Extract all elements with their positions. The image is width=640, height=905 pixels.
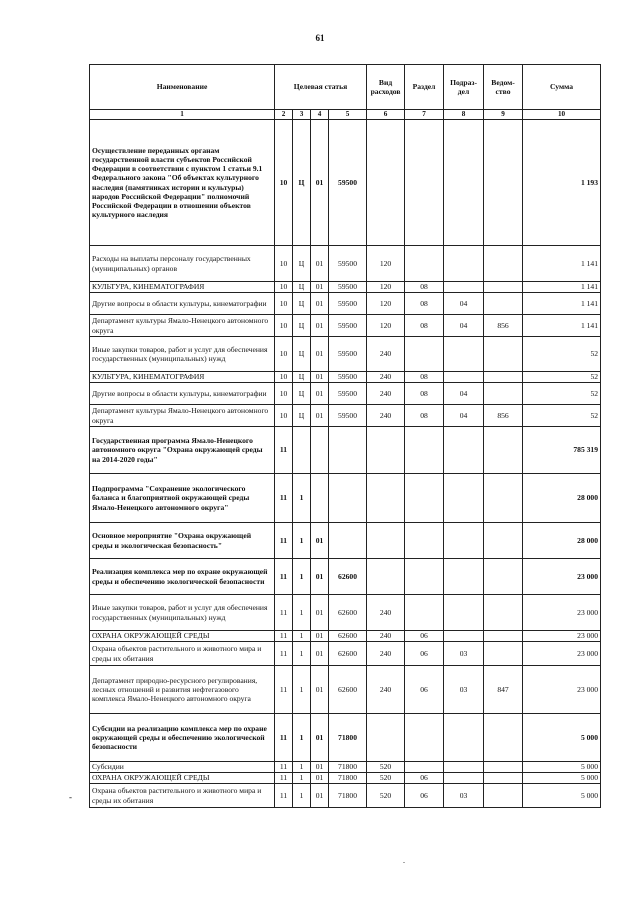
cell-department bbox=[484, 293, 523, 315]
cell-subsection bbox=[444, 372, 484, 383]
cell-expense-type bbox=[367, 120, 405, 246]
cell-article-2: Ц bbox=[293, 120, 311, 246]
cell-sum: 1 141 bbox=[523, 246, 601, 282]
cell-sum: 5 000 bbox=[523, 773, 601, 784]
cell-expense-type: 240 bbox=[367, 405, 405, 427]
cell-sum: 23 000 bbox=[523, 666, 601, 714]
row-name: Охрана объектов растительного и животного мира и среды их обитания bbox=[90, 642, 275, 666]
cell-article-4: 62600 bbox=[329, 595, 367, 631]
cell-sum: 785 319 bbox=[523, 427, 601, 474]
cell-expense-type bbox=[367, 559, 405, 595]
cell-article-1: 11 bbox=[275, 595, 293, 631]
row-name: Реализация комплекса мер по охране окружающей среды и обеспечению экологической безопасности bbox=[90, 559, 275, 595]
cell-article-4: 59500 bbox=[329, 383, 367, 405]
cell-section: 06 bbox=[405, 642, 444, 666]
cell-article-3: 01 bbox=[311, 773, 329, 784]
cell-department bbox=[484, 282, 523, 293]
cell-article-3: 01 bbox=[311, 282, 329, 293]
row-name: Департамент культуры Ямало-Ненецкого автономного округа bbox=[90, 315, 275, 337]
cell-section: 08 bbox=[405, 372, 444, 383]
cell-article-4: 59500 bbox=[329, 293, 367, 315]
header-sum: Сумма bbox=[523, 65, 601, 110]
cell-article-1: 10 bbox=[275, 372, 293, 383]
cell-article-3 bbox=[311, 474, 329, 523]
cell-article-2: 1 bbox=[293, 642, 311, 666]
cell-article-3: 01 bbox=[311, 762, 329, 773]
cell-subsection bbox=[444, 337, 484, 372]
cell-section bbox=[405, 474, 444, 523]
cell-sum: 1 141 bbox=[523, 293, 601, 315]
cell-article-4: 71800 bbox=[329, 714, 367, 762]
cell-article-4: 71800 bbox=[329, 773, 367, 784]
cell-section: 06 bbox=[405, 773, 444, 784]
cell-article-2: Ц bbox=[293, 315, 311, 337]
cell-article-1: 11 bbox=[275, 523, 293, 559]
cell-expense-type: 120 bbox=[367, 246, 405, 282]
cell-article-1: 10 bbox=[275, 383, 293, 405]
cell-article-4: 59500 bbox=[329, 282, 367, 293]
cell-article-3: 01 bbox=[311, 523, 329, 559]
cell-article-2: 1 bbox=[293, 714, 311, 762]
table-row bbox=[90, 405, 601, 427]
cell-article-4: 59500 bbox=[329, 337, 367, 372]
table-row bbox=[90, 337, 601, 372]
cell-article-1: 11 bbox=[275, 666, 293, 714]
header-name: Наименование bbox=[90, 65, 275, 110]
column-number: 6 bbox=[367, 110, 405, 120]
cell-sum: 52 bbox=[523, 405, 601, 427]
cell-subsection: 04 bbox=[444, 405, 484, 427]
cell-article-2: Ц bbox=[293, 282, 311, 293]
row-name: Другие вопросы в области культуры, кинематографии bbox=[90, 293, 275, 315]
cell-subsection: 04 bbox=[444, 315, 484, 337]
column-number-row bbox=[90, 110, 601, 120]
cell-subsection: 04 bbox=[444, 383, 484, 405]
row-name: Другие вопросы в области культуры, кинематографии bbox=[90, 383, 275, 405]
cell-article-1: 11 bbox=[275, 474, 293, 523]
row-name: Расходы на выплаты персоналу государственных (муниципальных) органов bbox=[90, 246, 275, 282]
cell-expense-type bbox=[367, 474, 405, 523]
cell-department bbox=[484, 246, 523, 282]
cell-article-3: 01 bbox=[311, 337, 329, 372]
cell-article-1: 11 bbox=[275, 631, 293, 642]
cell-subsection bbox=[444, 246, 484, 282]
cell-expense-type: 240 bbox=[367, 372, 405, 383]
cell-article-4: 71800 bbox=[329, 762, 367, 773]
row-name: Государственная программа Ямало-Ненецкого автономного округа "Охрана окружающей среды на 2014-2020 годы" bbox=[90, 427, 275, 474]
cell-department bbox=[484, 383, 523, 405]
cell-article-3: 01 bbox=[311, 595, 329, 631]
cell-expense-type: 120 bbox=[367, 282, 405, 293]
row-name: Субсидии на реализацию комплекса мер по охране окружающей среды и обеспечению экологической безопасности bbox=[90, 714, 275, 762]
cell-article-3: 01 bbox=[311, 315, 329, 337]
budget-table bbox=[89, 64, 601, 808]
cell-article-3 bbox=[311, 427, 329, 474]
cell-sum: 5 000 bbox=[523, 762, 601, 773]
stray-mark: - bbox=[69, 792, 72, 802]
cell-sum: 28 000 bbox=[523, 523, 601, 559]
header-expense-type: Вид расходов bbox=[367, 65, 405, 110]
cell-article-1: 10 bbox=[275, 293, 293, 315]
cell-article-2: Ц bbox=[293, 293, 311, 315]
row-name: Иные закупки товаров, работ и услуг для обеспечения государственных (муниципальных) нужд bbox=[90, 595, 275, 631]
cell-department bbox=[484, 372, 523, 383]
cell-article-4: 59500 bbox=[329, 372, 367, 383]
cell-sum: 1 141 bbox=[523, 282, 601, 293]
row-name: ОХРАНА ОКРУЖАЮЩЕЙ СРЕДЫ bbox=[90, 773, 275, 784]
page-number: 61 bbox=[315, 33, 325, 43]
cell-sum: 1 193 bbox=[523, 120, 601, 246]
cell-expense-type: 120 bbox=[367, 315, 405, 337]
cell-section: 08 bbox=[405, 383, 444, 405]
cell-expense-type: 240 bbox=[367, 595, 405, 631]
table-row bbox=[90, 120, 601, 246]
cell-sum: 52 bbox=[523, 337, 601, 372]
cell-article-1: 10 bbox=[275, 315, 293, 337]
cell-sum: 5 000 bbox=[523, 784, 601, 808]
cell-section: 06 bbox=[405, 666, 444, 714]
cell-sum: 23 000 bbox=[523, 559, 601, 595]
cell-article-4: 62600 bbox=[329, 666, 367, 714]
cell-section bbox=[405, 762, 444, 773]
cell-article-1: 11 bbox=[275, 773, 293, 784]
cell-article-4: 59500 bbox=[329, 120, 367, 246]
cell-article-1: 10 bbox=[275, 246, 293, 282]
cell-article-2: 1 bbox=[293, 559, 311, 595]
cell-subsection bbox=[444, 762, 484, 773]
cell-article-4: 59500 bbox=[329, 315, 367, 337]
cell-sum: 1 141 bbox=[523, 315, 601, 337]
cell-article-1: 10 bbox=[275, 337, 293, 372]
cell-subsection bbox=[444, 474, 484, 523]
cell-expense-type: 120 bbox=[367, 293, 405, 315]
column-number: 3 bbox=[293, 110, 311, 120]
table-row bbox=[90, 784, 601, 808]
cell-expense-type: 520 bbox=[367, 784, 405, 808]
table-row bbox=[90, 246, 601, 282]
column-number: 2 bbox=[275, 110, 293, 120]
cell-section: 06 bbox=[405, 784, 444, 808]
cell-article-4: 62600 bbox=[329, 642, 367, 666]
cell-expense-type: 240 bbox=[367, 642, 405, 666]
cell-subsection bbox=[444, 631, 484, 642]
cell-subsection: 03 bbox=[444, 642, 484, 666]
cell-article-4: 62600 bbox=[329, 631, 367, 642]
header-target-article: Целевая статья bbox=[275, 65, 367, 110]
row-name: Осуществление переданных органам государственной власти субъектов Российской Федерации в соответствии с пунктом 1 статьи 9.1 Федерального закона "Об объектах культурного наследия (памятниках истории и культуры) народов Российской Федерации" полномочий Российской Федерации в отношении объектов культурного наследия bbox=[90, 120, 275, 246]
cell-expense-type: 520 bbox=[367, 762, 405, 773]
cell-article-2: 1 bbox=[293, 631, 311, 642]
table-row bbox=[90, 523, 601, 559]
cell-article-2: Ц bbox=[293, 383, 311, 405]
cell-article-4: 59500 bbox=[329, 246, 367, 282]
cell-article-3: 01 bbox=[311, 631, 329, 642]
header-subsection: Подраз- дел bbox=[444, 65, 484, 110]
row-name: Субсидии bbox=[90, 762, 275, 773]
row-name: Подпрограмма "Сохранение экологического баланса и благоприятной окружающей среды Ямало-Ненецкого автономного округа" bbox=[90, 474, 275, 523]
cell-department bbox=[484, 120, 523, 246]
cell-article-3: 01 bbox=[311, 714, 329, 762]
table-row bbox=[90, 315, 601, 337]
cell-section bbox=[405, 427, 444, 474]
cell-department bbox=[484, 773, 523, 784]
cell-section bbox=[405, 246, 444, 282]
cell-article-1: 10 bbox=[275, 405, 293, 427]
cell-section bbox=[405, 714, 444, 762]
cell-article-3: 01 bbox=[311, 559, 329, 595]
row-name: Основное мероприятие "Охрана окружающей среды и экологическая безопасность" bbox=[90, 523, 275, 559]
cell-article-2: Ц bbox=[293, 246, 311, 282]
header-section: Раздел bbox=[405, 65, 444, 110]
stray-dot: . bbox=[403, 856, 405, 865]
row-name: КУЛЬТУРА, КИНЕМАТОГРАФИЯ bbox=[90, 282, 275, 293]
cell-subsection bbox=[444, 120, 484, 246]
cell-article-2: 1 bbox=[293, 784, 311, 808]
cell-subsection: 03 bbox=[444, 784, 484, 808]
cell-section: 08 bbox=[405, 293, 444, 315]
row-name: Иные закупки товаров, работ и услуг для обеспечения государственных (муниципальных) нужд bbox=[90, 337, 275, 372]
cell-article-4 bbox=[329, 523, 367, 559]
table-row bbox=[90, 631, 601, 642]
column-number: 5 bbox=[329, 110, 367, 120]
cell-expense-type: 240 bbox=[367, 631, 405, 642]
cell-article-4: 59500 bbox=[329, 405, 367, 427]
cell-expense-type: 240 bbox=[367, 383, 405, 405]
cell-subsection bbox=[444, 773, 484, 784]
cell-article-3: 01 bbox=[311, 642, 329, 666]
cell-sum: 23 000 bbox=[523, 595, 601, 631]
cell-subsection bbox=[444, 523, 484, 559]
table-row bbox=[90, 282, 601, 293]
cell-article-1: 10 bbox=[275, 120, 293, 246]
cell-expense-type bbox=[367, 523, 405, 559]
cell-expense-type: 240 bbox=[367, 666, 405, 714]
cell-article-3: 01 bbox=[311, 383, 329, 405]
cell-subsection: 04 bbox=[444, 293, 484, 315]
row-name: Охрана объектов растительного и животного мира и среды их обитания bbox=[90, 784, 275, 808]
cell-article-2: Ц bbox=[293, 337, 311, 372]
cell-sum: 28 000 bbox=[523, 474, 601, 523]
table-row bbox=[90, 595, 601, 631]
cell-expense-type: 520 bbox=[367, 773, 405, 784]
column-number: 4 bbox=[311, 110, 329, 120]
cell-article-2 bbox=[293, 427, 311, 474]
cell-article-1: 11 bbox=[275, 714, 293, 762]
table-header-row bbox=[90, 65, 601, 110]
cell-department bbox=[484, 427, 523, 474]
cell-section bbox=[405, 337, 444, 372]
table-row bbox=[90, 666, 601, 714]
cell-article-1: 11 bbox=[275, 427, 293, 474]
cell-department bbox=[484, 474, 523, 523]
column-number: 7 bbox=[405, 110, 444, 120]
table-row bbox=[90, 642, 601, 666]
cell-expense-type: 240 bbox=[367, 337, 405, 372]
cell-article-3: 01 bbox=[311, 666, 329, 714]
cell-section bbox=[405, 523, 444, 559]
cell-article-4: 62600 bbox=[329, 559, 367, 595]
column-number: 10 bbox=[523, 110, 601, 120]
cell-department bbox=[484, 642, 523, 666]
row-name: Департамент природно-ресурсного регулирования, лесных отношений и развития нефтегазового комплекса Ямало-Ненецкого автономного округа bbox=[90, 666, 275, 714]
cell-article-3: 01 bbox=[311, 293, 329, 315]
cell-section bbox=[405, 595, 444, 631]
column-number: 8 bbox=[444, 110, 484, 120]
cell-article-2: Ц bbox=[293, 372, 311, 383]
cell-article-2: 1 bbox=[293, 773, 311, 784]
cell-article-2: Ц bbox=[293, 405, 311, 427]
table-row bbox=[90, 559, 601, 595]
cell-sum: 5 000 bbox=[523, 714, 601, 762]
table-row bbox=[90, 474, 601, 523]
cell-sum: 23 000 bbox=[523, 642, 601, 666]
cell-department: 856 bbox=[484, 315, 523, 337]
cell-department: 856 bbox=[484, 405, 523, 427]
table-row bbox=[90, 714, 601, 762]
cell-section: 06 bbox=[405, 631, 444, 642]
cell-article-1: 11 bbox=[275, 559, 293, 595]
cell-article-2: 1 bbox=[293, 595, 311, 631]
cell-sum: 23 000 bbox=[523, 631, 601, 642]
cell-sum: 52 bbox=[523, 372, 601, 383]
cell-article-1: 11 bbox=[275, 642, 293, 666]
cell-subsection bbox=[444, 714, 484, 762]
cell-article-4 bbox=[329, 427, 367, 474]
cell-section: 08 bbox=[405, 282, 444, 293]
cell-article-2: 1 bbox=[293, 666, 311, 714]
cell-article-2: 1 bbox=[293, 523, 311, 559]
cell-department bbox=[484, 631, 523, 642]
cell-article-3: 01 bbox=[311, 784, 329, 808]
cell-section bbox=[405, 120, 444, 246]
cell-article-2: 1 bbox=[293, 474, 311, 523]
cell-department bbox=[484, 595, 523, 631]
cell-article-3: 01 bbox=[311, 405, 329, 427]
header-department: Ведом- ство bbox=[484, 65, 523, 110]
cell-subsection bbox=[444, 282, 484, 293]
cell-section: 08 bbox=[405, 315, 444, 337]
cell-expense-type bbox=[367, 427, 405, 474]
cell-department bbox=[484, 762, 523, 773]
cell-article-3: 01 bbox=[311, 246, 329, 282]
column-number: 9 bbox=[484, 110, 523, 120]
cell-department: 847 bbox=[484, 666, 523, 714]
cell-expense-type bbox=[367, 714, 405, 762]
cell-article-4 bbox=[329, 474, 367, 523]
cell-article-4: 71800 bbox=[329, 784, 367, 808]
cell-sum: 52 bbox=[523, 383, 601, 405]
cell-department bbox=[484, 523, 523, 559]
cell-department bbox=[484, 559, 523, 595]
cell-article-2: 1 bbox=[293, 762, 311, 773]
cell-article-1: 11 bbox=[275, 784, 293, 808]
cell-subsection: 03 bbox=[444, 666, 484, 714]
cell-section bbox=[405, 559, 444, 595]
cell-department bbox=[484, 337, 523, 372]
table-row bbox=[90, 762, 601, 773]
cell-subsection bbox=[444, 559, 484, 595]
column-number: 1 bbox=[90, 110, 275, 120]
cell-subsection bbox=[444, 595, 484, 631]
cell-section: 08 bbox=[405, 405, 444, 427]
row-name: КУЛЬТУРА, КИНЕМАТОГРАФИЯ bbox=[90, 372, 275, 383]
cell-department bbox=[484, 784, 523, 808]
table-row bbox=[90, 427, 601, 474]
cell-article-1: 11 bbox=[275, 762, 293, 773]
cell-article-1: 10 bbox=[275, 282, 293, 293]
cell-article-3: 01 bbox=[311, 120, 329, 246]
table-row bbox=[90, 383, 601, 405]
table-row bbox=[90, 293, 601, 315]
cell-article-3: 01 bbox=[311, 372, 329, 383]
table-row bbox=[90, 372, 601, 383]
table-row bbox=[90, 773, 601, 784]
row-name: ОХРАНА ОКРУЖАЮЩЕЙ СРЕДЫ bbox=[90, 631, 275, 642]
cell-subsection bbox=[444, 427, 484, 474]
row-name: Департамент культуры Ямало-Ненецкого автономного округа bbox=[90, 405, 275, 427]
cell-department bbox=[484, 714, 523, 762]
table-body bbox=[90, 120, 601, 808]
